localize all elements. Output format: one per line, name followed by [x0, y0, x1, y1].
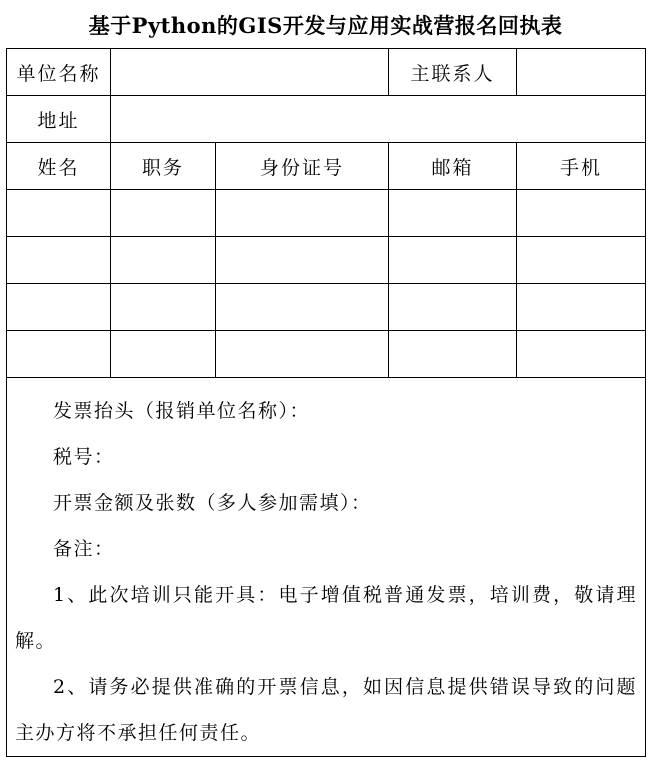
- id-number-field[interactable]: [216, 190, 389, 237]
- participant-row: [7, 237, 646, 284]
- email-field[interactable]: [389, 284, 517, 331]
- mobile-field[interactable]: [517, 190, 646, 237]
- address-field[interactable]: [111, 96, 646, 143]
- name-field[interactable]: [7, 190, 111, 237]
- column-header-email: 邮箱: [389, 143, 517, 190]
- id-number-field[interactable]: [216, 284, 389, 331]
- tax-number-line[interactable]: 税号：: [53, 446, 115, 468]
- id-number-field[interactable]: [216, 237, 389, 284]
- position-field[interactable]: [111, 331, 216, 378]
- form-title: 基于Python的GIS开发与应用实战营报名回执表: [88, 13, 563, 38]
- invoice-notes-cell: [7, 378, 646, 757]
- registration-form-table: [6, 48, 646, 757]
- id-number-field[interactable]: [216, 331, 389, 378]
- column-header-name: 姓名: [7, 143, 111, 190]
- contact-person-field[interactable]: [517, 49, 646, 96]
- contact-person-label: 主联系人: [389, 49, 517, 96]
- position-field[interactable]: [111, 190, 216, 237]
- invoice-amount-line[interactable]: 开票金额及张数（多人参加需填）：: [53, 492, 372, 514]
- participant-row: [7, 190, 646, 237]
- invoice-title-line[interactable]: 发票抬头（报销单位名称）：: [53, 400, 311, 422]
- unit-name-label: 单位名称: [7, 49, 111, 96]
- mobile-field[interactable]: [517, 237, 646, 284]
- position-field[interactable]: [111, 284, 216, 331]
- remark-note-2: 2、请务必提供准确的开票信息，如因信息提供错误导致的问题主办方将不承担任何责任。: [15, 676, 637, 744]
- mobile-field[interactable]: [517, 331, 646, 378]
- email-field[interactable]: [389, 190, 517, 237]
- name-field[interactable]: [7, 237, 111, 284]
- address-label: 地址: [7, 96, 111, 143]
- column-header-id-number: 身份证号: [216, 143, 389, 190]
- participant-row: [7, 284, 646, 331]
- invoice-notes: [7, 378, 645, 756]
- unit-name-field[interactable]: [111, 49, 389, 96]
- column-header-position: 职务: [111, 143, 216, 190]
- name-field[interactable]: [7, 331, 111, 378]
- column-header-row: [7, 143, 646, 190]
- mobile-field[interactable]: [517, 284, 646, 331]
- remarks-heading: 备注：: [53, 538, 115, 560]
- email-field[interactable]: [389, 237, 517, 284]
- name-field[interactable]: [7, 284, 111, 331]
- notes-row: [7, 378, 646, 757]
- participant-row: [7, 331, 646, 378]
- address-row: [7, 96, 646, 143]
- position-field[interactable]: [111, 237, 216, 284]
- remark-note-1: 1、此次培训只能开具：电子增值税普通发票，培训费，敬请理解。: [15, 584, 637, 652]
- column-header-mobile: 手机: [517, 143, 646, 190]
- unit-row: [7, 49, 646, 96]
- email-field[interactable]: [389, 331, 517, 378]
